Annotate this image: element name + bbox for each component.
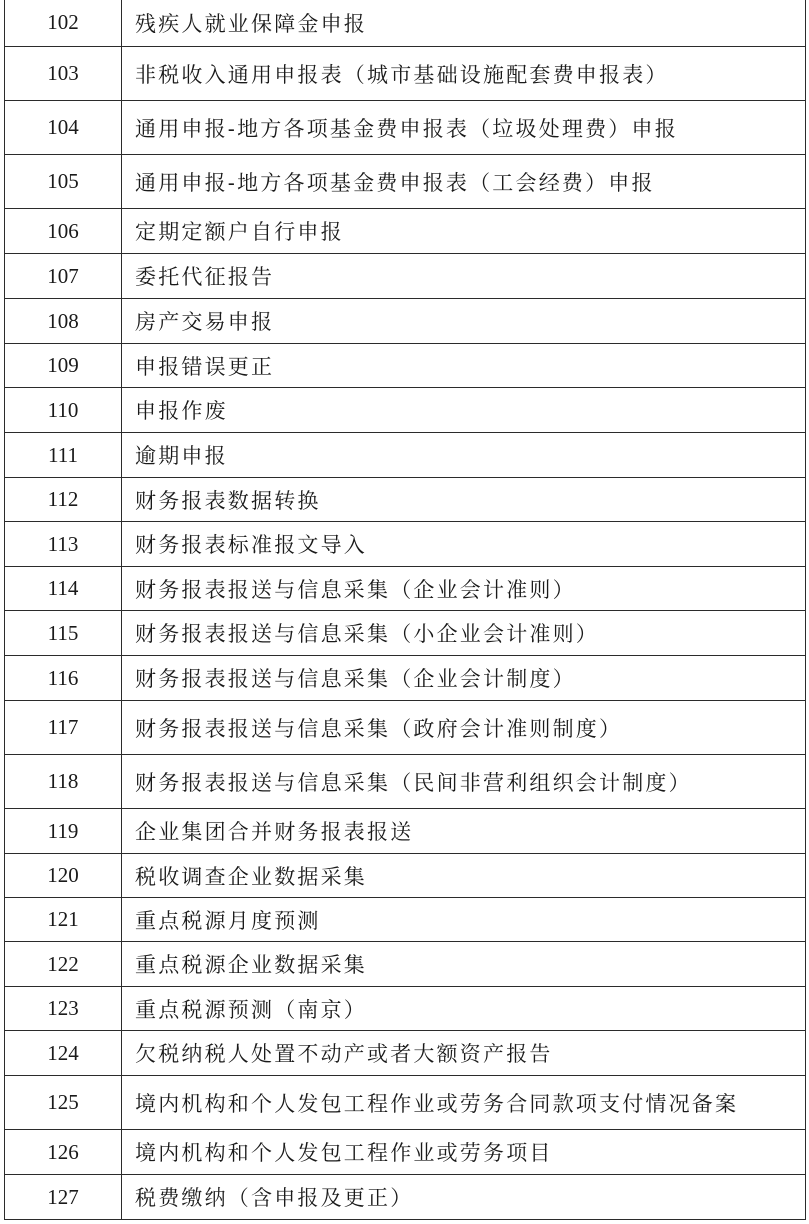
table-row <box>5 388 806 433</box>
table-row <box>5 254 806 299</box>
row-number: 115 <box>5 611 122 656</box>
row-number: 125 <box>5 1076 122 1130</box>
row-number: 120 <box>5 854 122 898</box>
row-number: 116 <box>5 656 122 701</box>
table-row <box>5 1031 806 1076</box>
row-number: 123 <box>5 987 122 1031</box>
service-name: 财务报表报送与信息采集（民间非营利组织会计制度） <box>122 755 806 809</box>
table-row <box>5 611 806 656</box>
service-name: 税收调查企业数据采集 <box>122 854 806 898</box>
service-name: 定期定额户自行申报 <box>122 209 806 254</box>
row-number: 104 <box>5 101 122 155</box>
row-number: 103 <box>5 47 122 101</box>
row-number: 113 <box>5 522 122 567</box>
table-row <box>5 478 806 522</box>
row-number: 106 <box>5 209 122 254</box>
table-row <box>5 898 806 942</box>
service-name: 财务报表数据转换 <box>122 478 806 522</box>
row-number: 109 <box>5 344 122 388</box>
service-name: 申报错误更正 <box>122 344 806 388</box>
table-row <box>5 755 806 809</box>
service-name: 申报作废 <box>122 388 806 433</box>
table-row <box>5 101 806 155</box>
table-row <box>5 567 806 611</box>
row-number: 118 <box>5 755 122 809</box>
service-name: 欠税纳税人处置不动产或者大额资产报告 <box>122 1031 806 1076</box>
service-name: 通用申报-地方各项基金费申报表（工会经费）申报 <box>122 155 806 209</box>
service-name: 财务报表报送与信息采集（企业会计制度） <box>122 656 806 701</box>
service-name: 房产交易申报 <box>122 299 806 344</box>
row-number: 112 <box>5 478 122 522</box>
table-row <box>5 209 806 254</box>
table-row <box>5 701 806 755</box>
table-body <box>5 0 806 1220</box>
table-row <box>5 299 806 344</box>
service-name: 残疾人就业保障金申报 <box>122 0 806 47</box>
service-name: 委托代征报告 <box>122 254 806 299</box>
row-number: 119 <box>5 809 122 854</box>
table-row <box>5 854 806 898</box>
row-number: 114 <box>5 567 122 611</box>
service-name: 通用申报-地方各项基金费申报表（垃圾处理费）申报 <box>122 101 806 155</box>
row-number: 102 <box>5 0 122 47</box>
row-number: 121 <box>5 898 122 942</box>
table-row <box>5 942 806 987</box>
row-number: 117 <box>5 701 122 755</box>
service-name: 非税收入通用申报表（城市基础设施配套费申报表） <box>122 47 806 101</box>
service-name: 境内机构和个人发包工程作业或劳务项目 <box>122 1130 806 1175</box>
table-row <box>5 344 806 388</box>
table-row <box>5 1076 806 1130</box>
table-row <box>5 987 806 1031</box>
table-row <box>5 433 806 478</box>
row-number: 110 <box>5 388 122 433</box>
table-row <box>5 1130 806 1175</box>
table-row <box>5 47 806 101</box>
table-row <box>5 522 806 567</box>
service-name: 财务报表报送与信息采集（政府会计准则制度） <box>122 701 806 755</box>
table-row <box>5 155 806 209</box>
row-number: 127 <box>5 1175 122 1220</box>
row-number: 108 <box>5 299 122 344</box>
service-name: 税费缴纳（含申报及更正） <box>122 1175 806 1220</box>
row-number: 105 <box>5 155 122 209</box>
service-name: 财务报表报送与信息采集（企业会计准则） <box>122 567 806 611</box>
row-number: 124 <box>5 1031 122 1076</box>
table-row <box>5 0 806 47</box>
service-name: 重点税源预测（南京） <box>122 987 806 1031</box>
table-row <box>5 1175 806 1220</box>
service-name: 逾期申报 <box>122 433 806 478</box>
service-name: 重点税源企业数据采集 <box>122 942 806 987</box>
service-name: 重点税源月度预测 <box>122 898 806 942</box>
row-number: 107 <box>5 254 122 299</box>
service-name: 境内机构和个人发包工程作业或劳务合同款项支付情况备案 <box>122 1076 806 1130</box>
service-name: 企业集团合并财务报表报送 <box>122 809 806 854</box>
table-row <box>5 809 806 854</box>
service-name: 财务报表报送与信息采集（小企业会计准则） <box>122 611 806 656</box>
service-list-table <box>4 0 806 1220</box>
row-number: 111 <box>5 433 122 478</box>
table-row <box>5 656 806 701</box>
row-number: 126 <box>5 1130 122 1175</box>
row-number: 122 <box>5 942 122 987</box>
service-name: 财务报表标准报文导入 <box>122 522 806 567</box>
